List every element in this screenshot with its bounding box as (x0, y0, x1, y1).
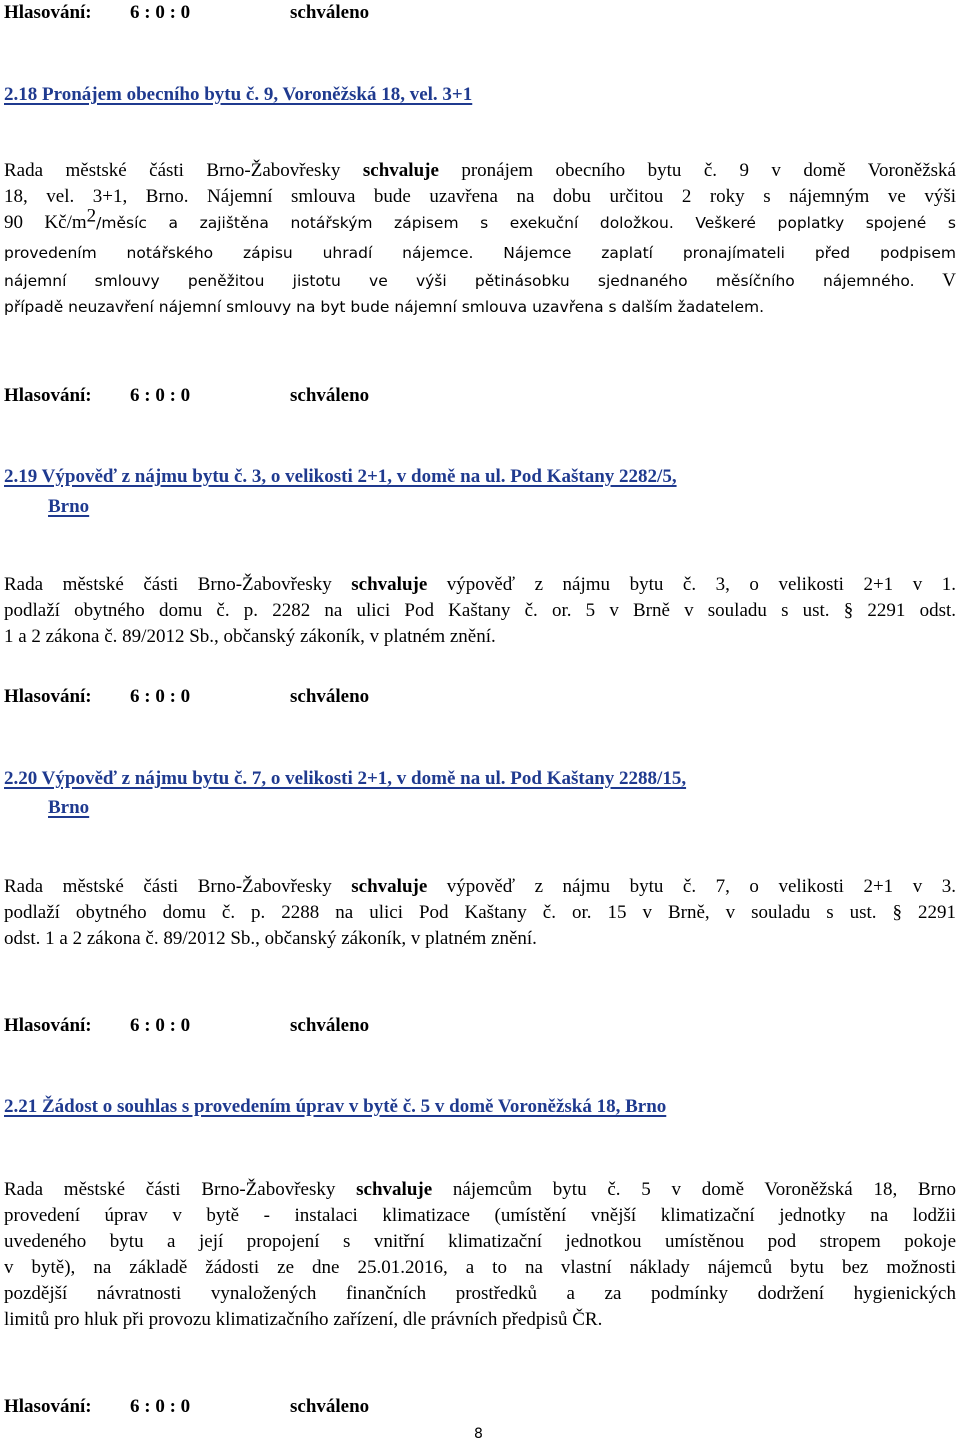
vote-line (4, 1015, 369, 1037)
vote-label: Hlasování: (4, 1396, 92, 1417)
item-2-21-heading: 2.21 Žádost o souhlas s provedením úprav v bytě č. 5 v domě Voroněžská 18, Brno (4, 1096, 667, 1117)
approve-word: schvaluje (351, 876, 428, 897)
text-run: a zajištěna notářským zápisem s exekuční doložkou. (168, 214, 674, 232)
item-2-21-line-2: provedení úprav v bytě - instalaci klimatizace (umístění vnější klimatizační jednotky na lodžii (4, 1205, 956, 1226)
item-2-18-line-5 (4, 270, 956, 292)
item-2-18-line-1 (4, 160, 956, 182)
item-2-19-heading: 2.19 Výpověď z nájmu bytu č. 3, o velikosti 2+1, v domě na ul. Pod Kaštany 2282/5, (4, 466, 677, 487)
vote-result: 6 : 0 : 0 (130, 1015, 191, 1036)
item-2-19-line-3: 1 a 2 zákona č. 89/2012 Sb., občanský zákoník, v platném znění. (4, 626, 496, 647)
text-run: Rada městské části Brno-Žabovřesky (4, 574, 352, 595)
text-run: V (914, 270, 956, 291)
superscript: 2 (86, 205, 97, 227)
text-run: Rada městské části Brno-Žabovřesky (4, 1179, 357, 1200)
vote-result: 6 : 0 : 0 (130, 686, 191, 707)
vote-label: Hlasování: (4, 2, 92, 23)
text-run: provedením notářského zápisu uhradí nájemce. (4, 244, 474, 262)
item-2-21-line-3: uvedeného bytu a její propojení s vnitřní klimatizační jednotkou umístěnou pod stropem pokoje (4, 1231, 956, 1252)
item-2-21-line-4: v bytě), na základě žádosti ze dne 25.01.2016, a to na vlastní náklady nájemců bytu bez možnosti (4, 1257, 956, 1278)
text-run: 90 Kč/m (4, 212, 87, 233)
vote-result: 6 : 0 : 0 (130, 1396, 191, 1417)
vote-status: schváleno (290, 385, 370, 406)
item-2-18-line-4 (4, 244, 956, 262)
item-2-21-line-6: limitů pro hluk při provozu klimatizačního zařízení, dle právních předpisů ČR. (4, 1309, 603, 1330)
vote-line (4, 385, 369, 407)
item-2-19-line-2: podlaží obytného domu č. p. 2282 na ulici Pod Kaštany č. or. 5 v Brně v souladu s ust. § 2291 odst. (4, 600, 956, 621)
item-2-18-line-2: 18, vel. 3+1, Brno. Nájemní smlouva bude uzavřena na dobu určitou 2 roky s nájemným ve výši (4, 186, 956, 207)
item-2-18-line-6: případě neuzavření nájemní smlouvy na byt bude nájemní smlouva uzavřena s dalším žadatelem. (4, 298, 765, 316)
text-run: pronájem obecního bytu č. 9 v domě Voroněžská (438, 160, 956, 181)
vote-line (4, 686, 369, 708)
vote-label: Hlasování: (4, 686, 92, 707)
vote-label: Hlasování: (4, 385, 92, 406)
item-2-20-line-1 (4, 876, 956, 898)
item-2-20-heading-cont: Brno (48, 797, 90, 818)
text-run: Rada městské části Brno-Žabovřesky (4, 160, 363, 181)
item-2-20-line-2: podlaží obytného domu č. p. 2288 na ulici Pod Kaštany č. or. 15 v Brně, v souladu s ust. § 2291 (4, 902, 956, 923)
vote-line (4, 1396, 369, 1418)
text-run: nájemcům bytu č. 5 v domě Voroněžská 18, Brno (432, 1179, 956, 1200)
item-2-20-heading: 2.20 Výpověď z nájmu bytu č. 7, o velikosti 2+1, v domě na ul. Pod Kaštany 2288/15, (4, 768, 687, 789)
text-run: Veškeré poplatky spojené s (673, 214, 956, 232)
approve-word: schvaluje (351, 574, 428, 595)
approve-word: schvaluje (356, 1179, 433, 1200)
vote-result: 6 : 0 : 0 (130, 385, 191, 406)
item-2-21-line-5: pozdější návratnosti vynaložených finančních prostředků a za podmínky dodržení hygienických (4, 1283, 956, 1304)
vote-label: Hlasování: (4, 1015, 92, 1036)
vote-status: schváleno (290, 2, 370, 23)
text-run: Nájemce zaplatí pronajímateli před podpisem (473, 244, 956, 262)
vote-status: schváleno (290, 1396, 370, 1417)
text-run: Rada městské části Brno-Žabovřesky (4, 876, 352, 897)
item-2-21-line-1 (4, 1179, 956, 1201)
approve-word: schvaluje (362, 160, 439, 181)
vote-status: schváleno (290, 1015, 370, 1036)
text-run: výpověď z nájmu bytu č. 7, o velikosti 2+1 v 3. (427, 876, 956, 897)
vote-result: 6 : 0 : 0 (130, 2, 191, 23)
text-run: výpověď z nájmu bytu č. 3, o velikosti 2+1 v 1. (427, 574, 956, 595)
item-2-18-line-3 (4, 205, 956, 234)
page-number: 8 (474, 1426, 483, 1442)
text-run: nájemní smlouvy peněžitou jistotu ve výši pětinásobku sjednaného měsíčního nájemného. (4, 272, 915, 290)
vote-line (4, 2, 369, 24)
item-2-20-line-3: odst. 1 a 2 zákona č. 89/2012 Sb., občanský zákoník, v platném znění. (4, 928, 537, 949)
item-2-18-heading: 2.18 Pronájem obecního bytu č. 9, Voroněžská 18, vel. 3+1 (4, 84, 473, 105)
text-run: /měsíc (96, 214, 169, 232)
vote-status: schváleno (290, 686, 370, 707)
item-2-19-line-1 (4, 574, 956, 596)
item-2-19-heading-cont: Brno (48, 496, 90, 517)
